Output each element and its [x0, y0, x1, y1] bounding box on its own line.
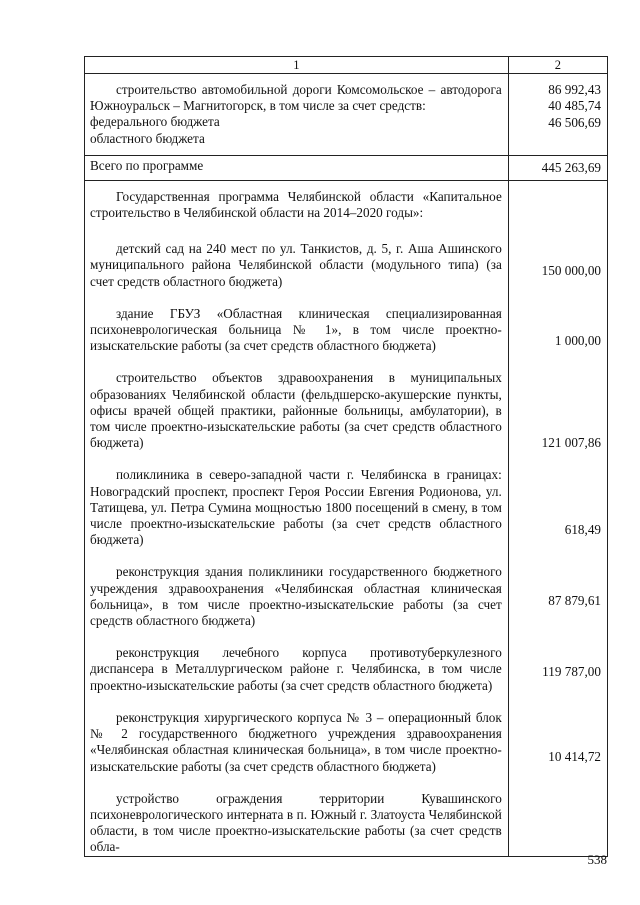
program-value-2: 1 000,00: [554, 332, 601, 348]
program-item-5: реконструкция здания поликлиники государственного бюджетного учреждения здравоохранения «Челябинская областная клиническая больница», в том числе проектно-изыскательские работы (за счет средств областного бюджета): [90, 564, 502, 629]
program-value-5: 87 879,61: [548, 592, 601, 608]
road-sub-regional: областного бюджета: [90, 130, 205, 146]
total-value: 445 263,69: [508, 155, 607, 180]
road-values: [508, 74, 607, 156]
table-header-row: [85, 57, 608, 74]
program-item-3: строительство объектов здравоохранения в муниципальных образованиях Челябинской области (фельдшерско-акушерские пункты, офисы врачей общей практики, районные больницы, амбулатории), в том числе проектно-изыскательские работы (за счет средств областного бюджета): [90, 370, 502, 451]
program-title: Государственная программа Челябинской области «Капитальное строительство в Челябинской области на 2014–2020 годы»:: [90, 188, 502, 221]
program-item-7: реконструкция хирургического корпуса № 3 – операционный блок № 2 государственного бюджетного учреждения здравоохранения «Челябинская областная клиническая больница», в том числе проектно-изыскательские работы (за счет средств областного бюджета): [90, 709, 502, 774]
program-value-3: 121 007,86: [541, 434, 601, 450]
program-values: [508, 180, 607, 856]
road-sub-federal: федерального бюджета: [90, 114, 220, 130]
program-value-1: 150 000,00: [541, 262, 601, 278]
page-number: 538: [587, 852, 607, 867]
road-description: [85, 74, 509, 156]
road-value-total: 86 992,43: [548, 82, 601, 98]
header-col-2: 2: [508, 57, 607, 74]
header-col-1: 1: [85, 57, 509, 74]
table-row-total: [85, 155, 608, 180]
road-value-federal: 40 485,74: [548, 98, 601, 114]
program-value-6: 119 787,00: [542, 663, 601, 679]
total-label: Всего по программе: [85, 155, 509, 180]
program-item-1: детский сад на 240 мест по ул. Танкистов, д. 5, г. Аша Ашинского муниципального района Челябинской области (модульного типа) (за счет средств областного бюджета): [90, 241, 502, 289]
program-item-6: реконструкция лечебного корпуса противотуберкулезного диспансера в Металлургическом районе г. Челябинска, в том числе проектно-изыскательские работы (за счет средств областного бюджета): [90, 645, 502, 693]
program-value-4: 618,49: [564, 521, 601, 537]
program-item-4: поликлиника в северо-западной части г. Челябинска в границах: Новоградский проспект, проспект Героя России Евгения Родионова, ул. Татищева, ул. Петра Сумина мощностью 1800 посещений в смену, в том числе проектно-изыскательские работы (за счет средств областного бюджета): [90, 467, 502, 548]
table-row-program: [85, 180, 608, 856]
program-item-2: здание ГБУЗ «Областная клиническая специализированная психоневрологическая больница № 1», в том числе проектно-изыскательские работы (за счет средств областного бюджета): [90, 305, 502, 354]
table-row-road: [85, 74, 608, 156]
program-value-7: 10 414,72: [548, 748, 601, 764]
program-item-8: устройство ограждения территории Кувашинского психоневрологического интерната в п. Южный г. Златоуста Челябинской области, в том числе проектно-изыскательские работы (за счет средств обла-: [90, 790, 502, 855]
road-value-regional: 46 506,69: [548, 114, 601, 130]
program-description: [85, 180, 509, 856]
budget-table: [84, 56, 608, 857]
road-text: строительство автомобильной дороги Комсомольское – автодорога Южноуральск – Магнитогорск, в том числе за счет средств:: [90, 82, 502, 114]
